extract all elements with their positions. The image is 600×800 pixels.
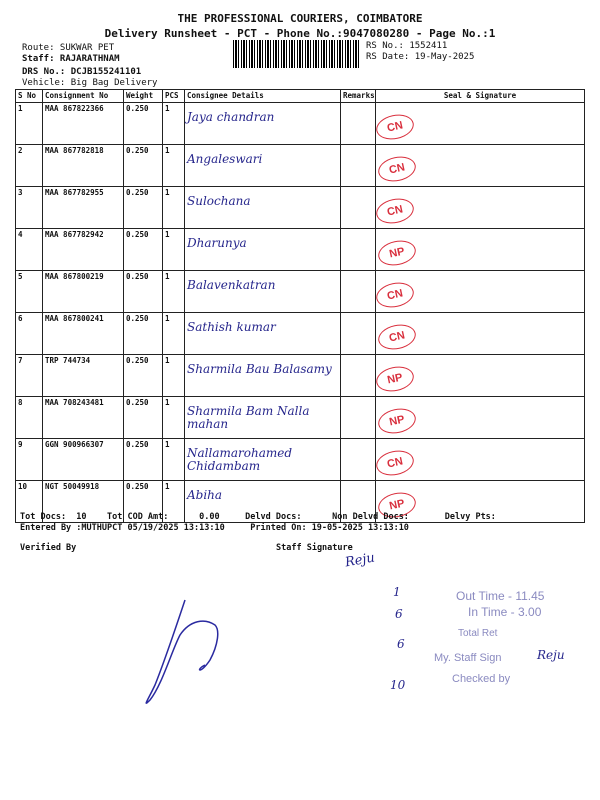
row-weight: 0.250: [124, 481, 163, 523]
row-remarks: [341, 103, 376, 145]
row-seal: [376, 313, 585, 355]
route: Route: SUKWAR PET: [22, 43, 115, 53]
seal-stamp: CN: [376, 321, 418, 352]
row-consignment: MAA 867822366: [43, 103, 124, 145]
row-consignment: MAA 708243481: [43, 397, 124, 439]
row-weight: 0.250: [124, 145, 163, 187]
row-consignment: MAA 867782818: [43, 145, 124, 187]
row-weight: 0.250: [124, 103, 163, 145]
row-consignment: MAA 867782942: [43, 229, 124, 271]
col-consignment: Consignment No: [43, 90, 124, 103]
stamp-num-3: 6: [397, 637, 405, 651]
staff-signature-label: Staff Signature: [276, 543, 353, 553]
row-remarks: [341, 313, 376, 355]
col-sno: S No: [16, 90, 43, 103]
row-pcs: 1: [163, 439, 185, 481]
row-consignee: [185, 439, 341, 481]
row-consignee: [185, 397, 341, 439]
seal-stamp: CN: [374, 447, 416, 478]
row-pcs: 1: [163, 229, 185, 271]
consignee-handwriting: Sathish kumar: [187, 320, 276, 334]
company-title: THE PROFESSIONAL COURIERS, COIMBATORE: [177, 12, 423, 25]
row-consignee: [185, 355, 341, 397]
col-weight: Weight: [124, 90, 163, 103]
row-seal: [376, 397, 585, 439]
row-consignee: [185, 103, 341, 145]
table-header-row: [16, 90, 585, 103]
consignee-handwriting: Dharunya: [187, 236, 247, 250]
row-consignee: [185, 187, 341, 229]
row-sno: 8: [16, 397, 43, 439]
table-row: [16, 313, 585, 355]
table-row: [16, 439, 585, 481]
table-row: [16, 229, 585, 271]
runsheet-subtitle: Delivery Runsheet - PCT - Phone No.:9047080280 - Page No.:1: [104, 27, 496, 40]
row-seal: [376, 271, 585, 313]
row-remarks: [341, 355, 376, 397]
table-row: [16, 397, 585, 439]
row-consignment: NGT 50049918: [43, 481, 124, 523]
row-consignment: GGN 900966307: [43, 439, 124, 481]
drs-number: DRS No.: DCJB155241101: [22, 67, 142, 77]
table-row: [16, 103, 585, 145]
row-sno: 6: [16, 313, 43, 355]
consignee-handwriting: Angaleswari: [187, 152, 263, 166]
row-seal: [376, 187, 585, 229]
consignee-handwriting: Sulochana: [187, 194, 251, 208]
row-consignee: [185, 313, 341, 355]
row-seal: [376, 145, 585, 187]
staff-sign-label: My. Staff Sign: [434, 652, 502, 664]
seal-stamp: NP: [376, 405, 418, 436]
row-sno: 10: [16, 481, 43, 523]
stamp-num-1: 1: [393, 585, 401, 599]
col-seal: Seal & Signature: [376, 90, 585, 103]
row-sno: 4: [16, 229, 43, 271]
totals-line: Tot Docs: 10 Tot COD Amt: 0.00 Delvd Docs: Non Delvd Docs: Delvy Pts:: [20, 512, 496, 522]
row-sno: 2: [16, 145, 43, 187]
consignee-handwriting: Sharmila Bau Balasamy: [187, 362, 332, 376]
col-consignee: Consignee Details: [185, 90, 341, 103]
row-consignment: MAA 867782955: [43, 187, 124, 229]
row-seal: [376, 439, 585, 481]
row-weight: 0.250: [124, 187, 163, 229]
row-pcs: 1: [163, 187, 185, 229]
consignee-handwriting: Balavenkatran: [187, 278, 276, 292]
out-time: Out Time - 11.45: [456, 589, 545, 603]
staff-signature: Reju: [343, 550, 376, 571]
staff: Staff: RAJARATHNAM: [22, 54, 120, 64]
row-sno: 3: [16, 187, 43, 229]
row-consignment: MAA 867800219: [43, 271, 124, 313]
row-remarks: [341, 271, 376, 313]
row-pcs: 1: [163, 313, 185, 355]
row-consignment: MAA 867800241: [43, 313, 124, 355]
seal-stamp: NP: [376, 489, 418, 520]
stamp-signature: Reju: [537, 648, 565, 662]
row-pcs: 1: [163, 481, 185, 523]
row-weight: 0.250: [124, 397, 163, 439]
row-seal: [376, 355, 585, 397]
stamp-num-4: 10: [390, 678, 406, 692]
table-row: [16, 355, 585, 397]
row-sno: 5: [16, 271, 43, 313]
row-sno: 1: [16, 103, 43, 145]
verified-by: Verified By: [20, 543, 77, 553]
row-remarks: [341, 187, 376, 229]
barcode: [233, 40, 361, 68]
row-consignment: TRP 744734: [43, 355, 124, 397]
total-ret: Total Ret: [458, 628, 498, 639]
stamp-num-2: 6: [395, 607, 403, 621]
row-weight: 0.250: [124, 271, 163, 313]
row-weight: 0.250: [124, 439, 163, 481]
seal-stamp: CN: [374, 111, 416, 142]
runsheet-table: [15, 89, 585, 523]
row-consignee: [185, 229, 341, 271]
row-pcs: 1: [163, 145, 185, 187]
row-remarks: [341, 439, 376, 481]
seal-stamp: CN: [374, 195, 416, 226]
table-row: [16, 271, 585, 313]
table-row: [16, 187, 585, 229]
seal-stamp: CN: [376, 153, 418, 184]
checked-by: Checked by: [452, 673, 511, 685]
seal-stamp: NP: [376, 237, 418, 268]
seal-stamp: CN: [374, 279, 416, 310]
col-remarks: Remarks: [341, 90, 376, 103]
in-time: In Time - 3.00: [468, 605, 542, 619]
consignee-handwriting: Sharmila Bam Nalla mahan: [187, 404, 310, 431]
row-pcs: 1: [163, 271, 185, 313]
consignee-handwriting: Nallamarohamed Chidambam: [187, 446, 293, 473]
row-weight: 0.250: [124, 355, 163, 397]
row-sno: 9: [16, 439, 43, 481]
row-seal: [376, 229, 585, 271]
row-seal: [376, 103, 585, 145]
row-consignee: [185, 145, 341, 187]
seal-stamp: NP: [374, 363, 416, 394]
row-consignee: [185, 271, 341, 313]
row-pcs: 1: [163, 355, 185, 397]
row-sno: 7: [16, 355, 43, 397]
row-remarks: [341, 397, 376, 439]
rs-number: RS No.: 1552411: [366, 41, 448, 51]
consignee-handwriting: Abiha: [187, 488, 223, 502]
row-weight: 0.250: [124, 313, 163, 355]
row-pcs: 1: [163, 397, 185, 439]
row-pcs: 1: [163, 103, 185, 145]
col-pcs: PCS: [163, 90, 185, 103]
row-remarks: [341, 229, 376, 271]
consignee-handwriting: Jaya chandran: [187, 110, 275, 124]
vehicle: Vehicle: Big Bag Delivery: [22, 78, 158, 88]
entered-line: Entered By :MUTHUPCT 05/19/2025 13:13:10 Printed On: 19-05-2025 13:13:10: [20, 523, 409, 533]
rs-date: RS Date: 19-May-2025: [366, 52, 475, 62]
table-row: [16, 145, 585, 187]
row-remarks: [341, 145, 376, 187]
stamp-box: [280, 585, 600, 705]
row-weight: 0.250: [124, 229, 163, 271]
